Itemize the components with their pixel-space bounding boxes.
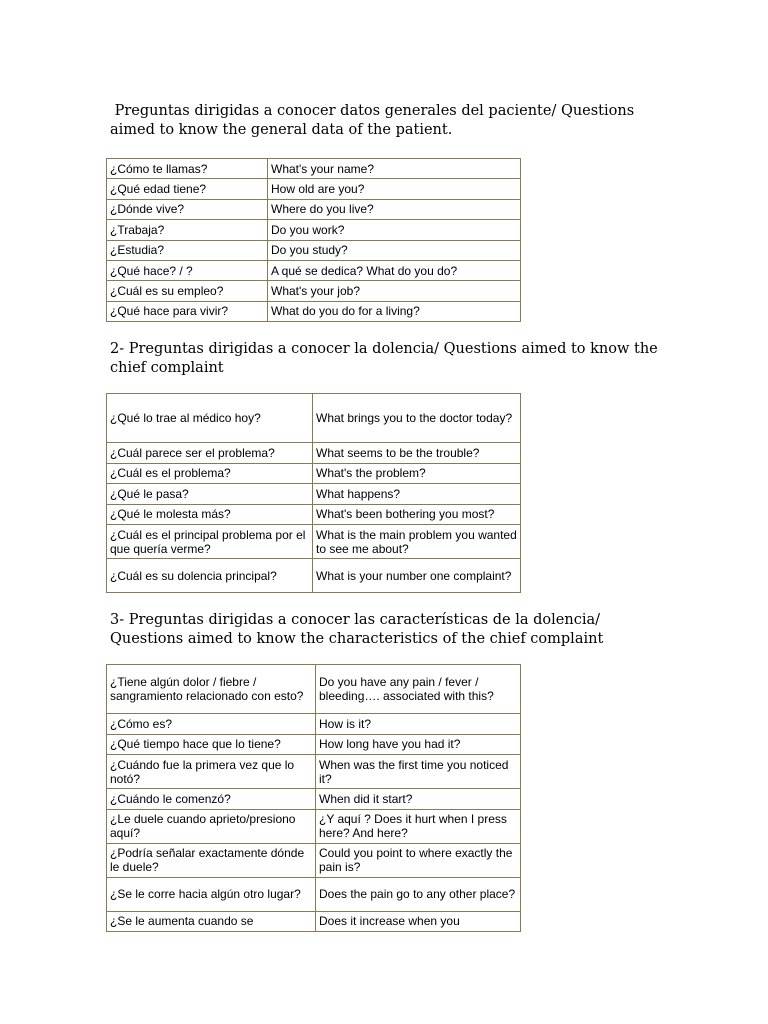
table-row [107,714,521,735]
table-row [107,665,521,714]
question-es: ¿Se le aumenta cuando se [107,911,316,932]
question-es: ¿Cuándo fue la primera vez que lo notó? [107,755,316,789]
question-en: What's the problem? [313,463,521,484]
table-row [107,843,521,877]
question-en: What's your job? [268,281,521,301]
section2-heading: 2- Preguntas dirigidas a conocer la dolencia/ Questions aimed to know the chief complaint [110,341,663,376]
table-row [107,281,521,301]
question-en: What's your name? [268,159,521,179]
question-en: Do you have any pain / fever / bleeding…. associated with this? [316,665,521,714]
general-data-table-body [107,159,521,322]
question-es: ¿Cuál es su empleo? [107,281,268,301]
question-es: ¿Estudia? [107,240,268,260]
question-es: ¿Tiene algún dolor / fiebre / sangramiento relacionado con esto? [107,665,316,714]
question-es: ¿Cuál es el problema? [107,463,313,484]
table-row [107,484,521,505]
question-es: ¿Le duele cuando aprieto/presiono aquí? [107,809,316,843]
question-en: Does the pain go to any other place? [316,877,521,911]
question-en: How long have you had it? [316,734,521,755]
question-en: Does it increase when you [316,911,521,932]
table-row [107,220,521,240]
question-en: What brings you to the doctor today? [313,394,521,443]
chief-complaint-table [106,393,521,593]
question-en: Could you point to where exactly the pain is? [316,843,521,877]
question-en: Do you work? [268,220,521,240]
question-es: ¿Se le corre hacia algún otro lugar? [107,877,316,911]
question-es: ¿Trabaja? [107,220,268,240]
table-row [107,877,521,911]
question-es: ¿Cómo es? [107,714,316,735]
table-row [107,260,521,280]
table-row [107,159,521,179]
question-es: ¿Qué tiempo hace que lo tiene? [107,734,316,755]
question-en: What is the main problem you wanted to see me about? [313,525,521,559]
complaint-characteristics-table-body [107,665,521,932]
table-row [107,199,521,219]
question-es: ¿Qué hace para vivir? [107,301,268,321]
section1-heading: Preguntas dirigidas a conocer datos generales del paciente/ Questions aimed to know the general data of the patient. [110,103,639,138]
question-en: Where do you live? [268,199,521,219]
question-es: ¿Dónde vive? [107,199,268,219]
question-es: ¿Podría señalar exactamente dónde le duele? [107,843,316,877]
question-en: A qué se dedica? What do you do? [268,260,521,280]
question-en: When did it start? [316,789,521,810]
question-es: ¿Qué lo trae al médico hoy? [107,394,313,443]
question-en: What seems to be the trouble? [313,443,521,464]
table-row [107,559,521,593]
question-en: When was the first time you noticed it? [316,755,521,789]
question-es: ¿Qué hace? / ? [107,260,268,280]
question-en: What do you do for a living? [268,301,521,321]
table-row [107,809,521,843]
table-row [107,301,521,321]
table-row [107,734,521,755]
question-es: ¿Cómo te llamas? [107,159,268,179]
table-row [107,443,521,464]
question-en: What is your number one complaint? [313,559,521,593]
question-es: ¿Cuál es su dolencia principal? [107,559,313,593]
table-row [107,525,521,559]
table-row [107,394,521,443]
table-row [107,911,521,932]
question-en: Do you study? [268,240,521,260]
table-row [107,504,521,525]
chief-complaint-table-body [107,394,521,593]
question-en: ¿Y aquí ? Does it hurt when I press here? And here? [316,809,521,843]
question-es: ¿Cuál parece ser el problema? [107,443,313,464]
question-es: ¿Cuál es el principal problema por el que quería verme? [107,525,313,559]
table-row [107,463,521,484]
question-en: What's been bothering you most? [313,504,521,525]
table-row [107,789,521,810]
table-row [107,240,521,260]
question-es: ¿Qué le pasa? [107,484,313,505]
table-row [107,755,521,789]
question-en: What happens? [313,484,521,505]
question-es: ¿Qué edad tiene? [107,179,268,199]
question-en: How is it? [316,714,521,735]
section3-heading: 3- Preguntas dirigidas a conocer las características de la dolencia/ Questions aimed to know the characteristics of the chief complaint [110,612,605,647]
question-es: ¿Cuándo le comenzó? [107,789,316,810]
table-row [107,179,521,199]
question-en: How old are you? [268,179,521,199]
general-data-table [106,158,521,322]
complaint-characteristics-table [106,664,521,932]
question-es: ¿Qué le molesta más? [107,504,313,525]
